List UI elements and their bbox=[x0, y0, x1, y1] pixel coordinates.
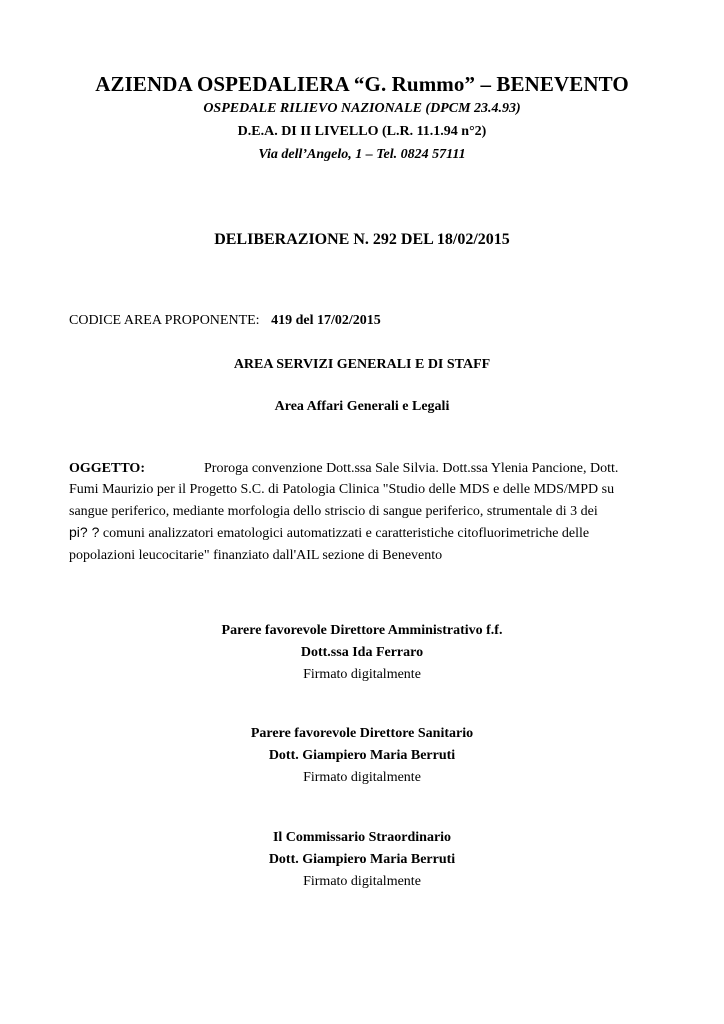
hospital-address: Via dell’Angelo, 1 – Tel. 0824 57111 bbox=[258, 147, 466, 162]
subject-text-garbled: pi? ? bbox=[69, 524, 100, 541]
signature-status: Firmato digitalmente bbox=[303, 874, 421, 889]
subject-text-line: sangue periferico, mediante morfologia dello striscio di sangue periferico, strumentale di 3 dei bbox=[69, 503, 598, 519]
signature-status: Firmato digitalmente bbox=[303, 667, 421, 682]
proposing-area-code bbox=[69, 313, 381, 329]
signature-name: Dott. Giampiero Maria Berruti bbox=[268, 748, 456, 763]
subject-text-line: comuni analizzatori ematologici automatizzati e caratteristiche citofluorimetriche delle bbox=[99, 526, 590, 542]
subject-text-line: Proroga convenzione Dott.ssa Sale Silvia. Dott.ssa Ylenia Pancione, Dott. bbox=[204, 461, 619, 476]
signature-role: Parere favorevole Direttore Amministrativo f.f. bbox=[221, 623, 503, 638]
area-affari-heading: Area Affari Generali e Legali bbox=[274, 399, 450, 414]
subject-block bbox=[69, 458, 659, 566]
subject-label: OGGETTO: bbox=[69, 461, 145, 476]
signature-name: Dott. Giampiero Maria Berruti bbox=[268, 852, 456, 867]
signature-name: Dott.ssa Ida Ferraro bbox=[300, 645, 424, 660]
hospital-subtitle-rilievo: OSPEDALE RILIEVO NAZIONALE (DPCM 23.4.93) bbox=[203, 101, 521, 116]
subject-text-line: popolazioni leucocitarie" finanziato dall'AIL sezione di Benevento bbox=[69, 547, 443, 563]
signature-status: Firmato digitalmente bbox=[303, 770, 421, 785]
hospital-subtitle-dea: D.E.A. DI II LIVELLO (L.R. 11.1.94 n°2) bbox=[237, 124, 487, 139]
deliberation-title: DELIBERAZIONE N. 292 DEL 18/02/2015 bbox=[214, 231, 510, 248]
subject-line-4 bbox=[69, 522, 659, 544]
hospital-title: AZIENDA OSPEDALIERA “G. Rummo” – BENEVENTO bbox=[95, 72, 629, 96]
subject-text-line: Fumi Maurizio per il Progetto S.C. di Patologia Clinica "Studio delle MDS e delle MDS/MPD su bbox=[69, 482, 615, 498]
proposing-area-code-value: 419 del 17/02/2015 bbox=[271, 313, 381, 328]
signature-role: Parere favorevole Direttore Sanitario bbox=[250, 726, 474, 741]
proposing-area-code-label: CODICE AREA PROPONENTE: bbox=[69, 313, 260, 328]
signature-role: Il Commissario Straordinario bbox=[272, 830, 452, 845]
area-servizi-heading: AREA SERVIZI GENERALI E DI STAFF bbox=[233, 357, 491, 372]
subject-line-1 bbox=[69, 458, 659, 479]
